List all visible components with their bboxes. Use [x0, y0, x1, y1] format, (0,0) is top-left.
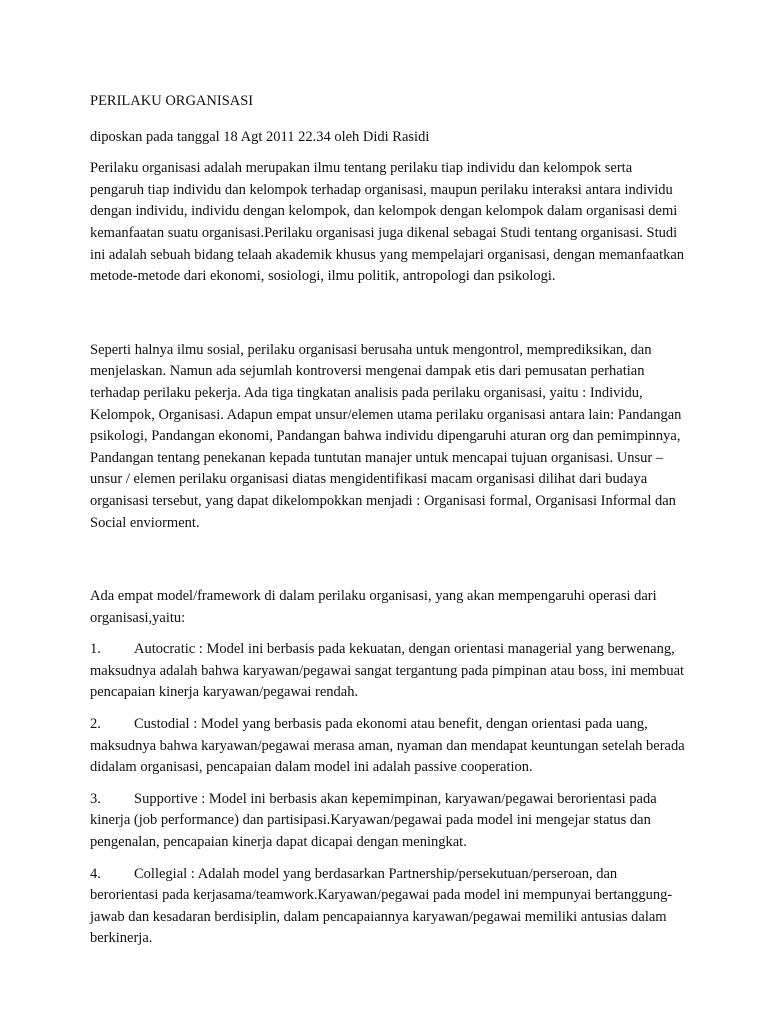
list-item-number: 1.	[90, 641, 101, 658]
list-item-text: Custodial : Model yang berbasis pada ekonomi atau benefit, dengan orientasi pada uang, maksudnya bahwa karyawan/pegawai merasa aman, nyaman dan mendapat keuntungan setelah berada didalam organisasi, pencapaian dalam model ini adalah passive cooperation.	[90, 716, 685, 776]
list-item-number: 3.	[90, 790, 101, 807]
list-item	[90, 714, 688, 779]
paragraph-elements: Seperti halnya ilmu sosial, perilaku organisasi berusaha untuk mengontrol, memprediksikan, dan menjelaskan. Namun ada sejumlah kontroversi mengenai dampak etis dari pemusatan perhatian terhadap perilaku pekerja. Ada tiga tingkatan analisis pada perilaku organisasi, yaitu : Individu, Kelompok, Organisasi. Adapun empat unsur/elemen utama perilaku organisasi antara lain: Pandangan psikologi, Pandangan ekonomi, Pandangan bahwa individu dipengaruhi aturan org dan pemimpinnya, Pandangan tentang penekanan kepada tuntutan manajer untuk mencapai tujuan organisasi. Unsur – unsur / elemen perilaku organisasi diatas mengidentifikasi macam organisasi dilihat dari budaya organisasi tersebut, yang dapat dikelompokkan menjadi : Organisasi formal, Organisasi Informal dan Social enviorment.	[90, 341, 682, 531]
list-item-number: 4.	[90, 865, 101, 882]
post-meta: diposkan pada tanggal 18 Agt 2011 22.34 oleh Didi Rasidi	[90, 128, 430, 145]
paragraph-spacer	[90, 319, 688, 340]
paragraph-definition: Perilaku organisasi adalah merupakan ilmu tentang perilaku tiap individu dan kelompok serta pengaruh tiap individu dan kelompok terhadap organisasi, maupun perilaku interaksi antara individu dengan individu, individu dengan kelompok, dan kelompok dengan kelompok dalam organisasi demi kemanfaatan suatu organisasi.Perilaku organisasi juga dikenal sebagai Studi tentang organisasi. Studi ini adalah sebuah bidang telaah akademik khusus yang mempelajari organisasi, dengan memanfaatkan metode-metode dari ekonomi, sosiologi, ilmu politik, antropologi dan psikologi.	[90, 160, 685, 285]
list-item	[90, 639, 688, 704]
list-item-text: Collegial : Adalah model yang berdasarkan Partnership/persekutuan/perseroan, dan berorientasi pada kerjasama/teamwork.Karyawan/pegawai pada model ini mempunyai bertanggung-jawab dan kesadaran berdisiplin, dalam pencapaiannya karyawan/pegawai memiliki antusias dalam berkinerja.	[90, 865, 673, 947]
paragraph-spacer	[90, 565, 688, 586]
list-item-number: 2.	[90, 716, 101, 733]
paragraph-models-intro: Ada empat model/framework di dalam perilaku organisasi, yang akan mempengaruhi operasi dari organisasi,yaitu:	[90, 588, 657, 626]
list-item	[90, 789, 688, 854]
list-item-text: Autocratic : Model ini berbasis pada kekuatan, dengan orientasi managerial yang berwenang, maksudnya adalah bahwa karyawan/pegawai sangat tergantung pada pimpinan atau boss, ini membuat pencapaian kinerja karyawan/pegawai rendah.	[90, 641, 685, 701]
list-item-text: Supportive : Model ini berbasis akan kepemimpinan, karyawan/pegawai berorientasi pada kinerja (job performance) dan partisipasi.Karyawan/pegawai pada model ini mengejar status dan pengenalan, pencapaian kinerja dapat dicapai dengan meningkat.	[90, 790, 657, 851]
page-title: PERILAKU ORGANISASI	[90, 93, 254, 109]
list-item	[90, 864, 688, 950]
document-body	[90, 91, 688, 960]
